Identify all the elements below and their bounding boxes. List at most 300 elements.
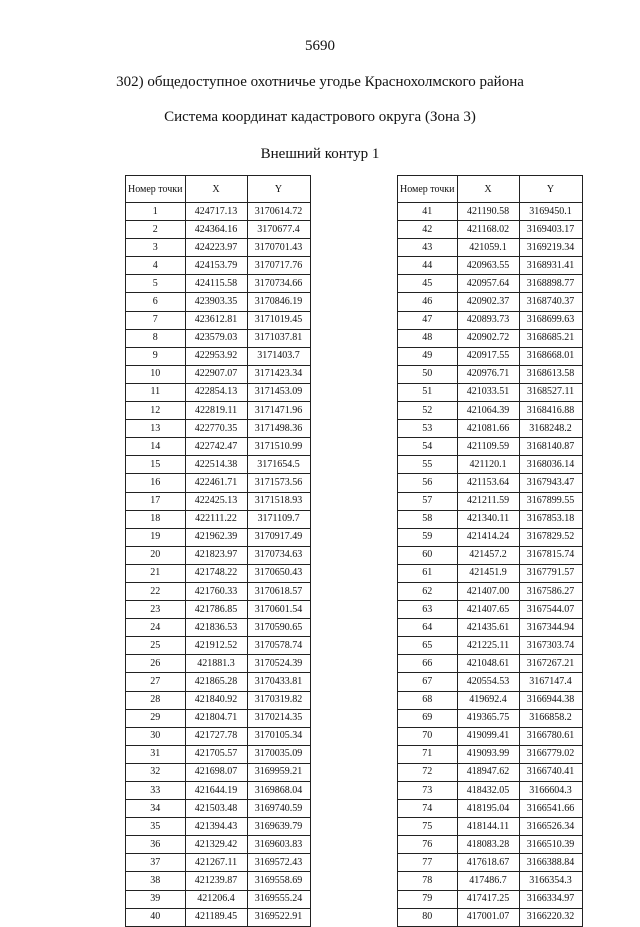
point-number-cell: 30 (126, 727, 186, 745)
table-row (398, 582, 583, 600)
y-coordinate-cell: 3167544.07 (519, 601, 582, 619)
x-coordinate-cell: 424223.97 (185, 239, 247, 257)
y-coordinate-cell: 3168931.41 (519, 257, 582, 275)
point-number-cell: 12 (126, 402, 186, 420)
table-row (126, 420, 311, 438)
point-number-cell: 2 (126, 221, 186, 239)
y-coordinate-cell: 3170524.39 (247, 655, 310, 673)
y-coordinate-cell: 3171573.56 (247, 474, 310, 492)
point-number-cell: 38 (126, 872, 186, 890)
point-number-cell: 50 (398, 365, 458, 383)
y-coordinate-cell: 3166779.02 (519, 745, 582, 763)
header-y: Y (247, 176, 310, 203)
x-coordinate-cell: 419692.4 (457, 691, 519, 709)
x-coordinate-cell: 421912.52 (185, 637, 247, 655)
header-y: Y (519, 176, 582, 203)
x-coordinate-cell: 420957.64 (457, 275, 519, 293)
x-coordinate-cell: 421748.22 (185, 564, 247, 582)
y-coordinate-cell: 3169959.21 (247, 763, 310, 781)
x-coordinate-cell: 418144.11 (457, 818, 519, 836)
y-coordinate-cell: 3169868.04 (247, 782, 310, 800)
table-row (398, 745, 583, 763)
document-title: 302) общедоступное охотничье угодье Краснохолмского района (116, 74, 524, 90)
y-coordinate-cell: 3166220.32 (519, 908, 582, 926)
page-number: 5690 (305, 38, 335, 54)
table-row (126, 872, 311, 890)
table-row (126, 257, 311, 275)
x-coordinate-cell: 423579.03 (185, 329, 247, 347)
x-coordinate-cell: 421329.42 (185, 836, 247, 854)
table-row (126, 727, 311, 745)
point-number-cell: 67 (398, 673, 458, 691)
x-coordinate-cell: 421840.92 (185, 691, 247, 709)
table-row (398, 836, 583, 854)
table-row (398, 908, 583, 926)
table-row (126, 763, 311, 781)
y-coordinate-cell: 3166604.3 (519, 782, 582, 800)
point-number-cell: 69 (398, 709, 458, 727)
point-number-cell: 71 (398, 745, 458, 763)
y-coordinate-cell: 3166510.39 (519, 836, 582, 854)
table-row (398, 221, 583, 239)
point-number-cell: 49 (398, 347, 458, 365)
table-row (398, 239, 583, 257)
y-coordinate-cell: 3167344.94 (519, 619, 582, 637)
x-coordinate-cell: 419093.99 (457, 745, 519, 763)
point-number-cell: 54 (398, 438, 458, 456)
point-number-cell: 59 (398, 528, 458, 546)
point-number-cell: 17 (126, 492, 186, 510)
point-number-cell: 55 (398, 456, 458, 474)
table-row (398, 890, 583, 908)
x-coordinate-cell: 421760.33 (185, 582, 247, 600)
table-row (126, 836, 311, 854)
table-row (126, 601, 311, 619)
point-number-cell: 24 (126, 619, 186, 637)
point-number-cell: 36 (126, 836, 186, 854)
y-coordinate-cell: 3166858.2 (519, 709, 582, 727)
table-row (398, 402, 583, 420)
table-row (126, 402, 311, 420)
coordinate-system-subtitle: Система координат кадастрового округа (Зона 3) (164, 109, 476, 125)
point-number-cell: 42 (398, 221, 458, 239)
table-row (126, 510, 311, 528)
point-number-cell: 58 (398, 510, 458, 528)
y-coordinate-cell: 3170734.66 (247, 275, 310, 293)
table-row (398, 275, 583, 293)
x-coordinate-cell: 421823.97 (185, 546, 247, 564)
x-coordinate-cell: 421239.87 (185, 872, 247, 890)
table-row (126, 203, 311, 221)
x-coordinate-cell: 421081.66 (457, 420, 519, 438)
table-row (126, 637, 311, 655)
header-point-number: Номер точки (398, 176, 458, 203)
x-coordinate-cell: 424364.16 (185, 221, 247, 239)
y-coordinate-cell: 3167853.18 (519, 510, 582, 528)
table-row (398, 546, 583, 564)
x-coordinate-cell: 423903.35 (185, 293, 247, 311)
y-coordinate-cell: 3171453.09 (247, 383, 310, 401)
x-coordinate-cell: 418195.04 (457, 800, 519, 818)
point-number-cell: 16 (126, 474, 186, 492)
x-coordinate-cell: 421962.39 (185, 528, 247, 546)
x-coordinate-cell: 422953.92 (185, 347, 247, 365)
x-coordinate-cell: 421786.85 (185, 601, 247, 619)
table-row (126, 564, 311, 582)
x-coordinate-cell: 420976.71 (457, 365, 519, 383)
y-coordinate-cell: 3167815.74 (519, 546, 582, 564)
point-number-cell: 29 (126, 709, 186, 727)
x-coordinate-cell: 421267.11 (185, 854, 247, 872)
point-number-cell: 72 (398, 763, 458, 781)
table-row (398, 727, 583, 745)
point-number-cell: 7 (126, 311, 186, 329)
x-coordinate-cell: 421407.00 (457, 582, 519, 600)
x-coordinate-cell: 424115.58 (185, 275, 247, 293)
x-coordinate-cell: 417618.67 (457, 854, 519, 872)
y-coordinate-cell: 3167943.47 (519, 474, 582, 492)
y-coordinate-cell: 3170319.82 (247, 691, 310, 709)
table-row (398, 203, 583, 221)
y-coordinate-cell: 3169450.1 (519, 203, 582, 221)
point-number-cell: 39 (126, 890, 186, 908)
table-row (398, 492, 583, 510)
x-coordinate-cell: 421435.61 (457, 619, 519, 637)
point-number-cell: 60 (398, 546, 458, 564)
point-number-cell: 26 (126, 655, 186, 673)
y-coordinate-cell: 3169603.83 (247, 836, 310, 854)
table-row (126, 474, 311, 492)
x-coordinate-cell: 421394.43 (185, 818, 247, 836)
x-coordinate-cell: 421225.11 (457, 637, 519, 655)
x-coordinate-cell: 421407.65 (457, 601, 519, 619)
y-coordinate-cell: 3171109.7 (247, 510, 310, 528)
header-x: X (185, 176, 247, 203)
y-coordinate-cell: 3169522.91 (247, 908, 310, 926)
point-number-cell: 52 (398, 402, 458, 420)
table-row (126, 908, 311, 926)
table-row (126, 293, 311, 311)
contour-heading: Внешний контур 1 (260, 146, 380, 162)
y-coordinate-cell: 3168898.77 (519, 275, 582, 293)
table-row (398, 619, 583, 637)
point-number-cell: 76 (398, 836, 458, 854)
point-number-cell: 3 (126, 239, 186, 257)
point-number-cell: 14 (126, 438, 186, 456)
y-coordinate-cell: 3170614.72 (247, 203, 310, 221)
table-row (398, 293, 583, 311)
table-row (126, 438, 311, 456)
y-coordinate-cell: 3167791.57 (519, 564, 582, 582)
y-coordinate-cell: 3167267.21 (519, 655, 582, 673)
point-number-cell: 31 (126, 745, 186, 763)
table-row (398, 763, 583, 781)
table-body-right (398, 203, 583, 927)
x-coordinate-cell: 424153.79 (185, 257, 247, 275)
table-row (398, 311, 583, 329)
x-coordinate-cell: 421064.39 (457, 402, 519, 420)
y-coordinate-cell: 3166541.66 (519, 800, 582, 818)
table-row (126, 546, 311, 564)
point-number-cell: 11 (126, 383, 186, 401)
x-coordinate-cell: 421881.3 (185, 655, 247, 673)
point-number-cell: 37 (126, 854, 186, 872)
point-number-cell: 73 (398, 782, 458, 800)
point-number-cell: 62 (398, 582, 458, 600)
y-coordinate-cell: 3171423.34 (247, 365, 310, 383)
point-number-cell: 66 (398, 655, 458, 673)
point-number-cell: 44 (398, 257, 458, 275)
header-point-number: Номер точки (126, 176, 186, 203)
table-header-row (398, 176, 583, 203)
x-coordinate-cell: 421033.51 (457, 383, 519, 401)
y-coordinate-cell: 3170917.49 (247, 528, 310, 546)
y-coordinate-cell: 3170601.54 (247, 601, 310, 619)
x-coordinate-cell: 421340.11 (457, 510, 519, 528)
x-coordinate-cell: 418947.62 (457, 763, 519, 781)
y-coordinate-cell: 3171037.81 (247, 329, 310, 347)
table-row (398, 655, 583, 673)
x-coordinate-cell: 422461.71 (185, 474, 247, 492)
x-coordinate-cell: 420917.55 (457, 347, 519, 365)
y-coordinate-cell: 3170618.57 (247, 582, 310, 600)
y-coordinate-cell: 3171019.45 (247, 311, 310, 329)
x-coordinate-cell: 421457.2 (457, 546, 519, 564)
x-coordinate-cell: 421698.07 (185, 763, 247, 781)
table-row (398, 420, 583, 438)
y-coordinate-cell: 3170650.43 (247, 564, 310, 582)
y-coordinate-cell: 3170734.63 (247, 546, 310, 564)
x-coordinate-cell: 421865.28 (185, 673, 247, 691)
y-coordinate-cell: 3168699.63 (519, 311, 582, 329)
x-coordinate-cell: 418083.28 (457, 836, 519, 854)
x-coordinate-cell: 421190.58 (457, 203, 519, 221)
x-coordinate-cell: 421120.1 (457, 456, 519, 474)
point-number-cell: 18 (126, 510, 186, 528)
point-number-cell: 22 (126, 582, 186, 600)
x-coordinate-cell: 421727.78 (185, 727, 247, 745)
point-number-cell: 77 (398, 854, 458, 872)
table-row (398, 528, 583, 546)
table-row (126, 691, 311, 709)
y-coordinate-cell: 3169403.17 (519, 221, 582, 239)
y-coordinate-cell: 3170433.81 (247, 673, 310, 691)
x-coordinate-cell: 421059.1 (457, 239, 519, 257)
x-coordinate-cell: 421048.61 (457, 655, 519, 673)
y-coordinate-cell: 3169639.79 (247, 818, 310, 836)
y-coordinate-cell: 3168613.58 (519, 365, 582, 383)
point-number-cell: 64 (398, 619, 458, 637)
table-row (126, 709, 311, 727)
point-number-cell: 4 (126, 257, 186, 275)
table-row (398, 329, 583, 347)
table-header-row (126, 176, 311, 203)
point-number-cell: 13 (126, 420, 186, 438)
point-number-cell: 79 (398, 890, 458, 908)
x-coordinate-cell: 421451.9 (457, 564, 519, 582)
point-number-cell: 41 (398, 203, 458, 221)
point-number-cell: 68 (398, 691, 458, 709)
y-coordinate-cell: 3166780.61 (519, 727, 582, 745)
table-row (398, 438, 583, 456)
table-row (126, 329, 311, 347)
table-row (398, 474, 583, 492)
x-coordinate-cell: 421109.59 (457, 438, 519, 456)
table-row (126, 528, 311, 546)
x-coordinate-cell: 421189.45 (185, 908, 247, 926)
table-row (398, 564, 583, 582)
y-coordinate-cell: 3166354.3 (519, 872, 582, 890)
y-coordinate-cell: 3171510.99 (247, 438, 310, 456)
x-coordinate-cell: 420902.37 (457, 293, 519, 311)
table-row (126, 655, 311, 673)
point-number-cell: 57 (398, 492, 458, 510)
table-row (398, 782, 583, 800)
coordinates-table-left (125, 175, 311, 927)
y-coordinate-cell: 3166944.38 (519, 691, 582, 709)
table-row (126, 782, 311, 800)
point-number-cell: 40 (126, 908, 186, 926)
y-coordinate-cell: 3169740.59 (247, 800, 310, 818)
x-coordinate-cell: 420893.73 (457, 311, 519, 329)
x-coordinate-cell: 422425.13 (185, 492, 247, 510)
x-coordinate-cell: 421211.59 (457, 492, 519, 510)
x-coordinate-cell: 421206.4 (185, 890, 247, 908)
x-coordinate-cell: 422514.38 (185, 456, 247, 474)
x-coordinate-cell: 417486.7 (457, 872, 519, 890)
point-number-cell: 75 (398, 818, 458, 836)
table-row (126, 818, 311, 836)
y-coordinate-cell: 3167899.55 (519, 492, 582, 510)
table-row (126, 275, 311, 293)
point-number-cell: 10 (126, 365, 186, 383)
y-coordinate-cell: 3168140.87 (519, 438, 582, 456)
point-number-cell: 70 (398, 727, 458, 745)
table-row (398, 872, 583, 890)
x-coordinate-cell: 420902.72 (457, 329, 519, 347)
y-coordinate-cell: 3166388.84 (519, 854, 582, 872)
table-row (398, 347, 583, 365)
table-row (398, 673, 583, 691)
y-coordinate-cell: 3169555.24 (247, 890, 310, 908)
x-coordinate-cell: 424717.13 (185, 203, 247, 221)
y-coordinate-cell: 3171654.5 (247, 456, 310, 474)
table-row (126, 619, 311, 637)
y-coordinate-cell: 3170105.34 (247, 727, 310, 745)
y-coordinate-cell: 3166740.41 (519, 763, 582, 781)
y-coordinate-cell: 3170677.4 (247, 221, 310, 239)
point-number-cell: 47 (398, 311, 458, 329)
y-coordinate-cell: 3171498.36 (247, 420, 310, 438)
x-coordinate-cell: 422742.47 (185, 438, 247, 456)
y-coordinate-cell: 3166526.34 (519, 818, 582, 836)
point-number-cell: 65 (398, 637, 458, 655)
point-number-cell: 35 (126, 818, 186, 836)
table-row (126, 745, 311, 763)
table-row (126, 456, 311, 474)
point-number-cell: 34 (126, 800, 186, 818)
y-coordinate-cell: 3168527.11 (519, 383, 582, 401)
y-coordinate-cell: 3168740.37 (519, 293, 582, 311)
point-number-cell: 45 (398, 275, 458, 293)
table-row (126, 221, 311, 239)
x-coordinate-cell: 417417.25 (457, 890, 519, 908)
y-coordinate-cell: 3170717.76 (247, 257, 310, 275)
x-coordinate-cell: 422770.35 (185, 420, 247, 438)
table-row (398, 601, 583, 619)
point-number-cell: 74 (398, 800, 458, 818)
table-row (126, 239, 311, 257)
point-number-cell: 1 (126, 203, 186, 221)
table-row (126, 492, 311, 510)
x-coordinate-cell: 420963.55 (457, 257, 519, 275)
point-number-cell: 78 (398, 872, 458, 890)
point-number-cell: 9 (126, 347, 186, 365)
point-number-cell: 20 (126, 546, 186, 564)
y-coordinate-cell: 3169572.43 (247, 854, 310, 872)
table-row (126, 582, 311, 600)
point-number-cell: 56 (398, 474, 458, 492)
x-coordinate-cell: 422111.22 (185, 510, 247, 528)
x-coordinate-cell: 421644.19 (185, 782, 247, 800)
coordinates-table-right (397, 175, 583, 927)
y-coordinate-cell: 3169219.34 (519, 239, 582, 257)
table-row (126, 890, 311, 908)
x-coordinate-cell: 417001.07 (457, 908, 519, 926)
table-row (126, 854, 311, 872)
x-coordinate-cell: 423612.81 (185, 311, 247, 329)
table-row (398, 818, 583, 836)
x-coordinate-cell: 421168.02 (457, 221, 519, 239)
table-row (126, 800, 311, 818)
y-coordinate-cell: 3171518.93 (247, 492, 310, 510)
point-number-cell: 46 (398, 293, 458, 311)
y-coordinate-cell: 3170846.19 (247, 293, 310, 311)
table-row (398, 257, 583, 275)
table-row (126, 673, 311, 691)
point-number-cell: 8 (126, 329, 186, 347)
y-coordinate-cell: 3167303.74 (519, 637, 582, 655)
table-row (398, 637, 583, 655)
point-number-cell: 19 (126, 528, 186, 546)
x-coordinate-cell: 421414.24 (457, 528, 519, 546)
table-row (126, 365, 311, 383)
x-coordinate-cell: 422907.07 (185, 365, 247, 383)
point-number-cell: 61 (398, 564, 458, 582)
table-row (398, 691, 583, 709)
table-row (398, 854, 583, 872)
y-coordinate-cell: 3170701.43 (247, 239, 310, 257)
x-coordinate-cell: 419099.41 (457, 727, 519, 745)
x-coordinate-cell: 421503.48 (185, 800, 247, 818)
point-number-cell: 15 (126, 456, 186, 474)
table-body-left (126, 203, 311, 927)
table-row (126, 383, 311, 401)
point-number-cell: 5 (126, 275, 186, 293)
point-number-cell: 28 (126, 691, 186, 709)
x-coordinate-cell: 418432.05 (457, 782, 519, 800)
y-coordinate-cell: 3168668.01 (519, 347, 582, 365)
table-row (126, 347, 311, 365)
point-number-cell: 27 (126, 673, 186, 691)
point-number-cell: 63 (398, 601, 458, 619)
header-x: X (457, 176, 519, 203)
point-number-cell: 25 (126, 637, 186, 655)
y-coordinate-cell: 3167829.52 (519, 528, 582, 546)
point-number-cell: 43 (398, 239, 458, 257)
x-coordinate-cell: 421804.71 (185, 709, 247, 727)
x-coordinate-cell: 421836.53 (185, 619, 247, 637)
